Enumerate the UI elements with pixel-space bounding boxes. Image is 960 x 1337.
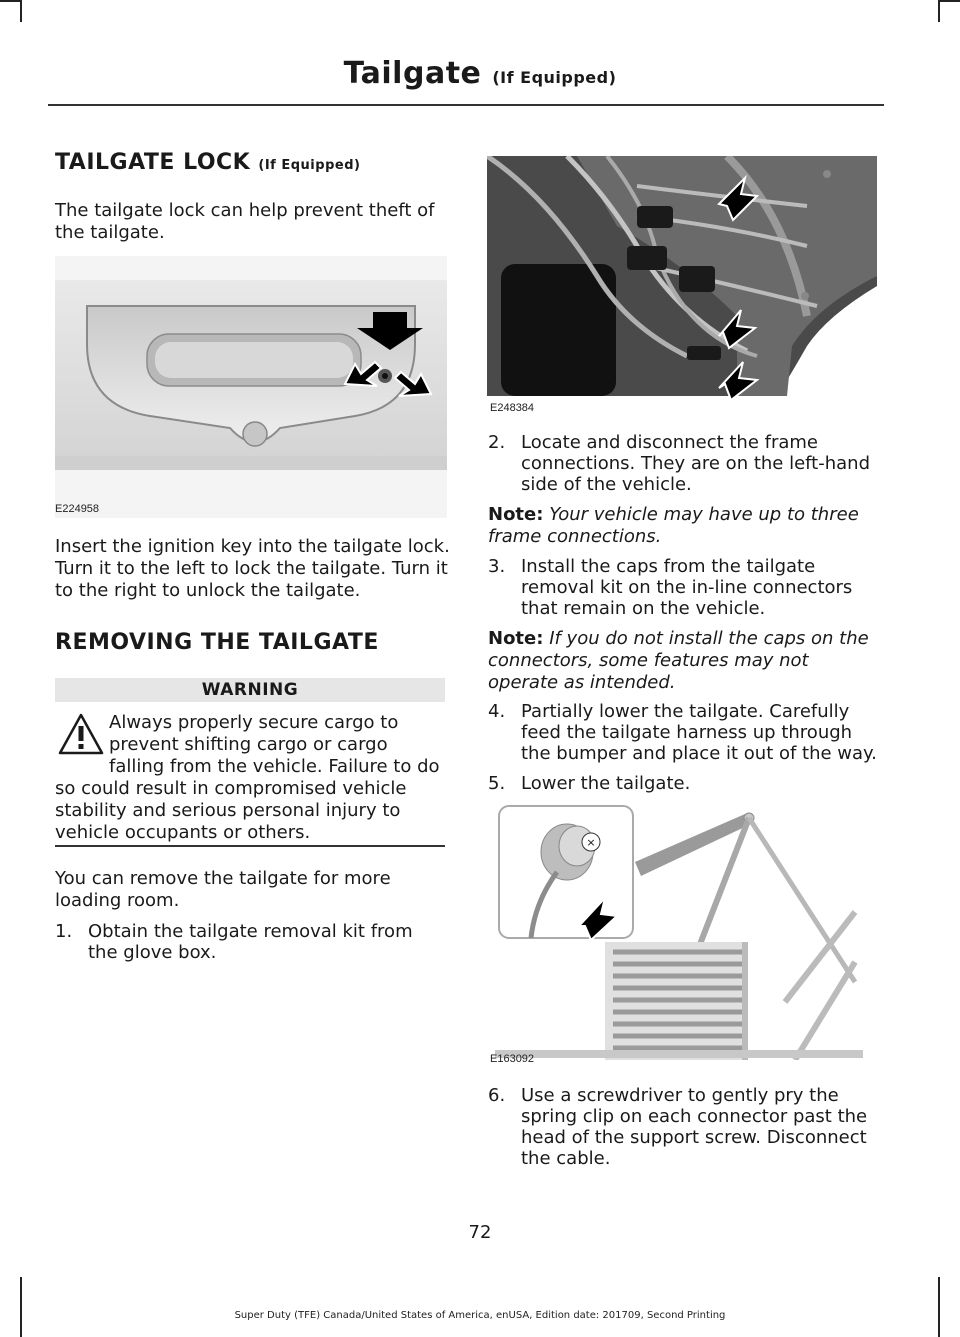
step-text: Install the caps from the tailgate removal kit on the in-line connectors that remain on the vehicle. [521, 556, 853, 619]
step-text: Lower the tailgate. [521, 773, 691, 794]
support-cable-illustration [495, 802, 863, 1060]
note-1 [488, 504, 880, 548]
note-text: Your vehicle may have up to three frame connections. [488, 504, 859, 547]
note-text: If you do not install the caps on the connectors, some features may not operate as intended. [488, 628, 869, 693]
step-number: 1. [55, 921, 73, 942]
section-title-sub: (If Equipped) [258, 158, 361, 173]
section-title-tailgate-lock [55, 150, 360, 175]
lock-intro-text: The tailgate lock can help prevent theft of the tailgate. [55, 200, 435, 243]
header-divider [48, 104, 884, 106]
tailgate-handle-illustration [55, 256, 447, 518]
remove-intro-text: You can remove the tailgate for more loading room. [55, 868, 391, 911]
header-title-text: Tailgate [343, 56, 482, 91]
note-label: Note: [488, 504, 544, 525]
figure-tailgate-handle [55, 256, 447, 518]
step-number: 3. [488, 556, 506, 577]
footer-edition-info: Super Duty (TFE) Canada/United States of America, enUSA, Edition date: 201709, Second Printing [234, 1310, 726, 1321]
step-4 [488, 701, 880, 764]
figure-code: E248384 [490, 402, 535, 414]
figure-support-cable [495, 802, 863, 1060]
step-3 [488, 556, 880, 619]
step-text: Obtain the tailgate removal kit from the glove box. [88, 921, 413, 963]
figure-code: E224958 [55, 503, 100, 515]
lock-instructions-text: Insert the ignition key into the tailgate lock. Turn it to the left to lock the tailgate. Turn it to the right to unlock the tailgate. [55, 536, 450, 601]
page-header-title [0, 56, 960, 91]
step-1 [55, 921, 447, 963]
step-text: Locate and disconnect the frame connections. They are on the left-hand side of the vehicle. [521, 432, 871, 495]
warning-text-block [55, 712, 447, 844]
note-label: Note: [488, 628, 544, 649]
step-number: 2. [488, 432, 506, 453]
crop-mark [20, 0, 22, 22]
figure-code: E163092 [490, 1053, 535, 1065]
page-number: 72 [468, 1222, 492, 1243]
step-5 [488, 773, 880, 794]
frame-connections-illustration [487, 156, 877, 412]
crop-mark [938, 0, 940, 22]
warning-text: Always properly secure cargo to prevent shifting cargo or cargo falling from the vehicle. Failure to do so could result in compromised vehicle stability and serious personal injury to vehicle occupants or others. [55, 712, 440, 843]
step-6 [488, 1085, 880, 1169]
warning-header: WARNING [55, 678, 445, 702]
crop-mark [938, 1277, 940, 1337]
step-number: 6. [488, 1085, 506, 1106]
section-title-removing-tailgate: REMOVING THE TAILGATE [55, 630, 379, 655]
step-number: 5. [488, 773, 506, 794]
crop-mark [20, 1277, 22, 1337]
step-number: 4. [488, 701, 506, 722]
figure-frame-connections [487, 156, 877, 412]
step-2 [488, 432, 880, 495]
warning-divider [55, 845, 445, 847]
crop-mark [938, 0, 960, 2]
step-text: Use a screwdriver to gently pry the spring clip on each connector past the head of the support screw. Disconnect the cable. [521, 1085, 868, 1169]
header-subtitle: (If Equipped) [492, 68, 617, 87]
section-title-text: TAILGATE LOCK [55, 150, 251, 175]
svg-text:×: × [586, 836, 596, 849]
note-2 [488, 628, 880, 694]
step-text: Partially lower the tailgate. Carefully feed the tailgate harness up through the bumper and place it out of the way. [521, 701, 877, 764]
crop-mark [0, 0, 22, 2]
